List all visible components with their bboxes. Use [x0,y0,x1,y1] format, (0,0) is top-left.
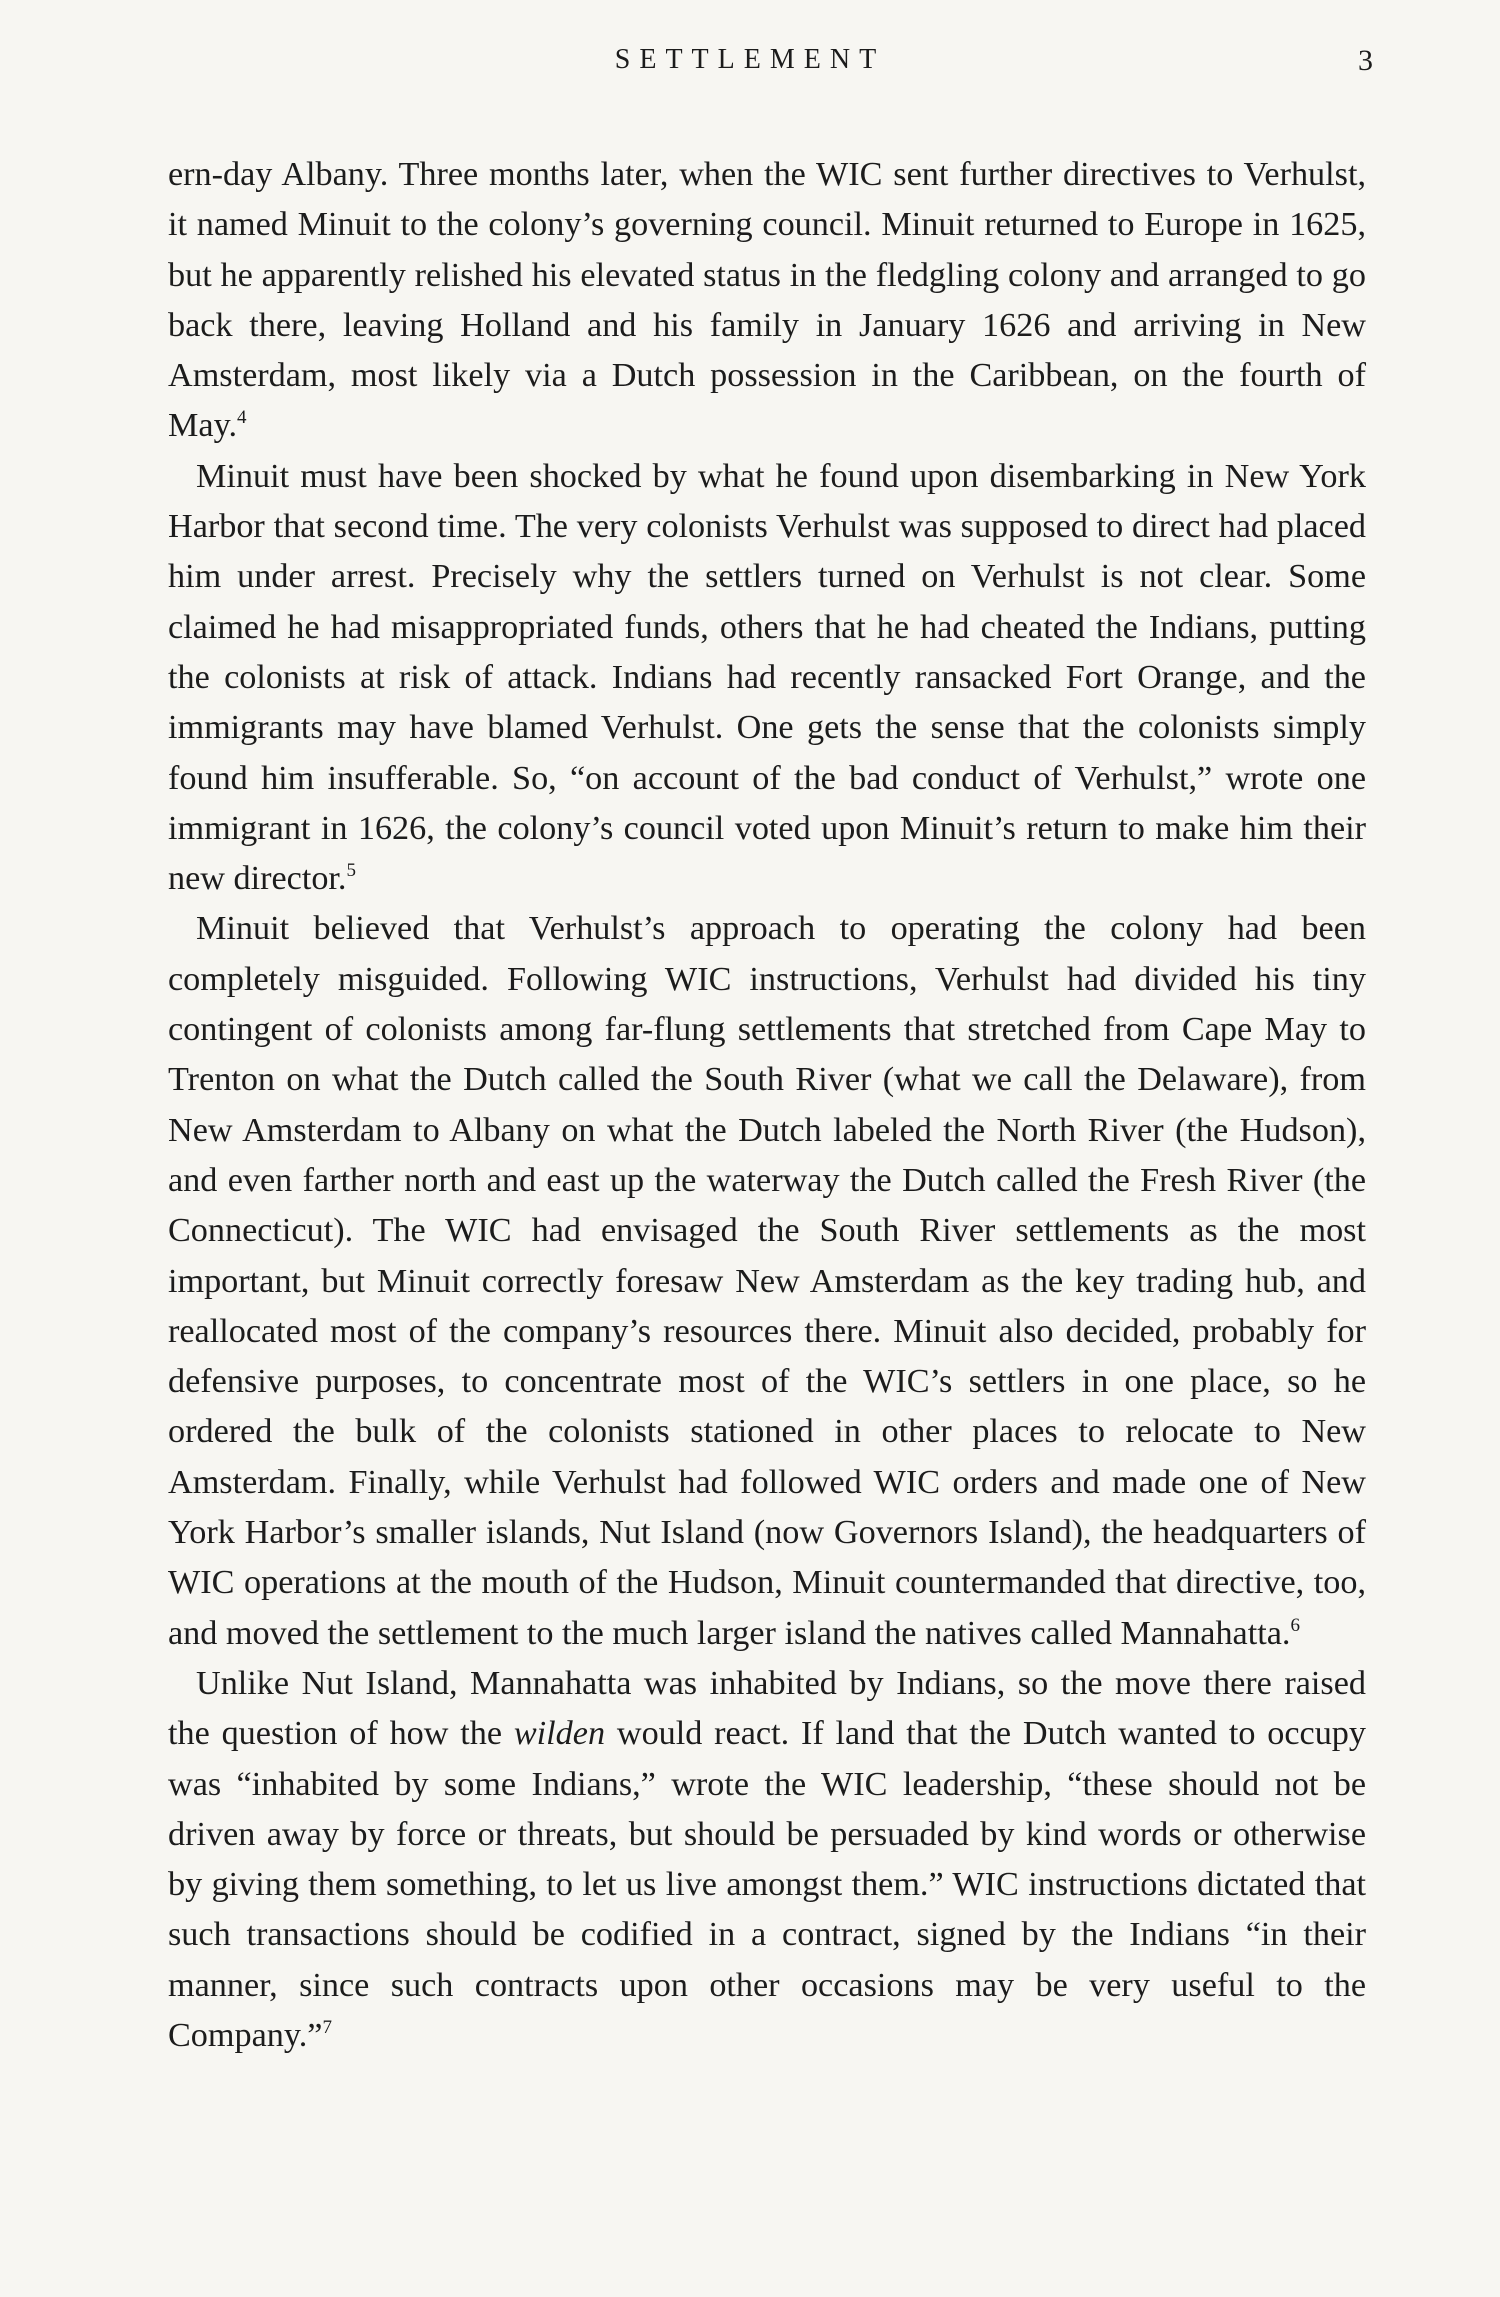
footnote-marker[interactable]: 5 [346,860,356,882]
paragraph-text: ern-day Albany. Three months later, when the WIC sent further directives to Verhulst, it named Minuit to the colony’s governing council. Minuit returned to Europe in 1625, but he apparently relished his elevated status in the fledgling colony and arranged to go back there, leaving Holland and his family in January 1626 and arriving in New Amsterdam, most likely via a Dutch possession in the Caribbean, on the fourth of May. [168,156,1366,445]
paragraph-text: would react. If land that the Dutch wanted to occupy was “inhabited by some Indians,” wrote the WIC leadership, “these should not be driven away by force or threats, but should be persuaded by kind words or otherwise by giving them something, to let us live amongst them.” WIC instructions dictated that such transactions should be codified in a contract, signed by the Indians “in their manner, since such contracts upon other occasions may be very useful to the Company.” [168,1715,1366,2054]
paragraph-1 [168,150,1366,452]
italic-term: wilden [513,1715,606,1753]
footnote-marker[interactable]: 4 [237,407,247,429]
paragraph-2 [168,452,1366,905]
paragraph-text: Minuit believed that Verhulst’s approach to operating the colony had been completely misguided. Following WIC instructions, Verhulst had divided his tiny contingent of colonists among far-flung settlements that stretched from Cape May to Trenton on what the Dutch called the South River (what we call the Delaware), from New Amsterdam to Albany on what the Dutch labeled the North River (the Hudson), and even farther north and east up the waterway the Dutch called the Fresh River (the Connecticut). The WIC had envisaged the South River settlements as the most important, but Minuit correctly foresaw New Amsterdam as the key trading hub, and reallocated most of the company’s resources there. Minuit also decided, probably for defensive purposes, to concentrate most of the WIC’s settlers in one place, so he ordered the bulk of the colonists stationed in other places to relocate to New Amsterdam. Finally, while Verhulst had followed WIC orders and made one of New York Harbor’s smaller islands, Nut Island (now Governors Island), the headquarters of WIC operations at the mouth of the Hudson, Minuit countermanded that directive, too, and moved the settlement to the much larger island the natives called Mannahatta. [168,910,1366,1652]
footnote-marker[interactable]: 7 [322,2016,332,2038]
paragraph-text: Unlike Nut Island, Mannahatta was inhabited by Indians, so the move there raised the question of how the [168,1664,1366,1753]
footnote-marker[interactable]: 6 [1290,1614,1300,1636]
running-head: SETTLEMENT [614,44,886,75]
body-text [168,150,1366,2061]
paragraph-4 [168,1659,1366,2061]
paragraph-3 [168,904,1366,1658]
page-number: 3 [1358,44,1373,77]
paragraph-text: Minuit must have been shocked by what he found upon disembarking in New York Harbor that second time. The very colonists Verhulst was supposed to direct had placed him under arrest. Precisely why the settlers turned on Verhulst is not clear. Some claimed he had misappropriated funds, others that he had cheated the Indians, putting the colonists at risk of attack. Indians had recently ransacked Fort Orange, and the immigrants may have blamed Verhulst. One gets the sense that the colonists simply found him insufferable. So, “on account of the bad conduct of Verhulst,” wrote one immigrant in 1626, the colony’s council voted upon Minuit’s return to make him their new director. [168,457,1366,898]
